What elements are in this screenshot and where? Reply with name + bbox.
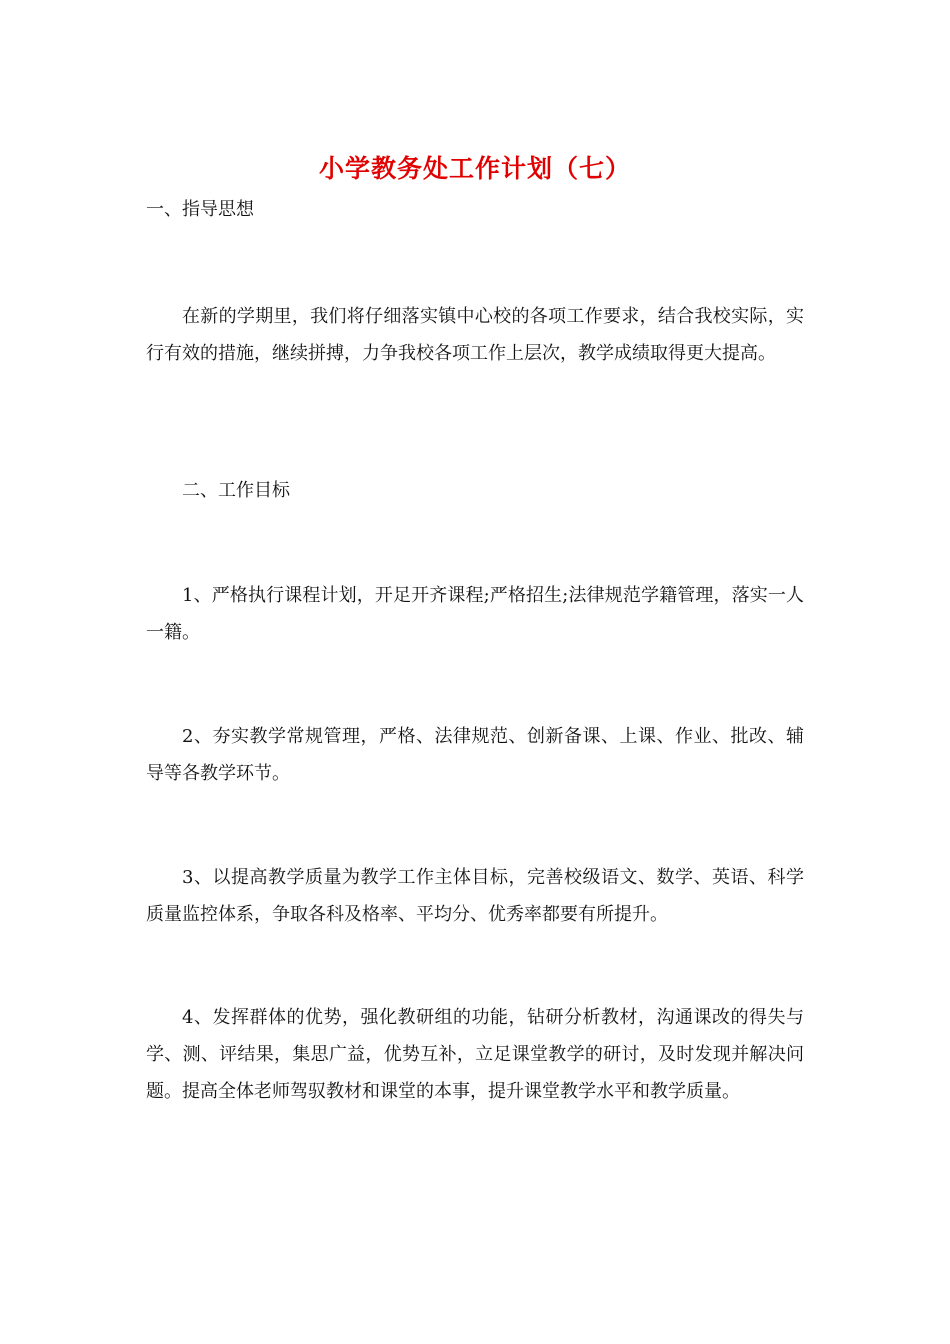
goal-item-4: 4、发挥群体的优势，强化教研组的功能，钻研分析教材，沟通课改的得失与学、测、评结果，集思广益，优势互补，立足课堂教学的研讨，及时发现并解决问题。提高全体老师驾驭教材和课堂的本事，提升课堂教学水平和教学质量。 (146, 1007, 804, 1102)
goal-item-2: 2、夯实教学常规管理，严格、法律规范、创新备课、上课、作业、批改、辅导等各教学环节。 (146, 726, 804, 784)
goal-item-3: 3、以提高教学质量为教学工作主体目标，完善校级语文、数学、英语、科学质量监控体系，争取各科及格率、平均分、优秀率都要有所提升。 (146, 867, 804, 925)
paragraph-guiding-thought: 在新的学期里，我们将仔细落实镇中心校的各项工作要求，结合我校实际，实行有效的措施，继续拼搏，力争我校各项工作上层次，教学成绩取得更大提高。 (146, 306, 804, 364)
section-heading-guiding-thought: 一、指导思想 (146, 199, 254, 220)
document-title: 小学教务处工作计划（七） (318, 154, 631, 183)
goal-item-1: 1、严格执行课程计划，开足开齐课程;严格招生;法律规范学籍管理，落实一人一籍。 (146, 585, 804, 643)
section-heading-work-goals: 二、工作目标 (182, 480, 290, 501)
